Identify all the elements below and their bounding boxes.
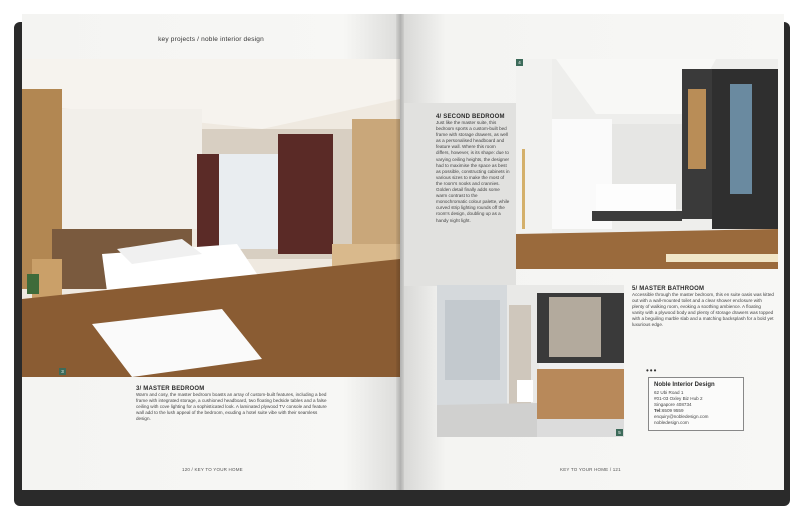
caption-body: Accessible through the master bedroom, this en suite oasis was kitted out with a wall-mounted toilet and a clear shower enclosure with plenty of walking room, evoking a soothing ambience. A floating vanity with a plywood body and plenty of storage drawers was topped with a beguiling marble slab and a matching backsplash for a bold yet luxurious edge. <box>632 292 774 328</box>
contact-name: Noble Interior Design <box>654 382 715 388</box>
caption-title: 5/ MASTER BATHROOM <box>632 286 705 292</box>
bathroom-photo <box>437 285 624 437</box>
caption-body: Just like the master suite, this bedroom sports a custom-built bed frame with storage drawers, as well as a personalised headboard and feature wall. Where this room differs, however, is its shape: due to varying ceiling heights, the designer had to maximise the space as best as possible, constructing cabinets in various sizes to make the most of the room's nooks and crannies. Golden detail finally adds some warm contrast to the monochromatic colour palette, while curved strip lighting rounds off the room's design, doubling up as a handy night light. <box>436 120 510 223</box>
page-footer-right: KEY TO YOUR HOME / 121 <box>560 467 621 472</box>
photo-tag-4: 4 <box>516 59 523 66</box>
contact-card <box>648 377 744 431</box>
decorative-dots: ••• <box>646 366 658 375</box>
second-bedroom-photo <box>516 59 778 269</box>
caption-body: Warm and cosy, the master bedroom boasts an array of custom-built features, including a bed frame with integrated storage, a cushioned headboard, two floating bedside tables and a false ceiling with cove lighting for a sophisticated look. A laminated plywood TV console and feature wall add to the lush appeal of the bedroom, exuding a hotel suite vibe with their seamless design. <box>136 392 327 422</box>
photo-tag-5: 5 <box>616 429 623 436</box>
caption-title: 3/ MASTER BEDROOM <box>136 386 205 392</box>
master-bedroom-photo <box>22 59 400 377</box>
contact-phone: Tel:6509 9559 <box>654 408 684 413</box>
master-bedroom-caption <box>136 386 328 422</box>
right-page <box>400 14 784 490</box>
second-bedroom-illustration <box>516 59 778 269</box>
photo-tag-3: 3 <box>59 368 66 375</box>
caption-title: 4/ SECOND BEDROOM <box>436 114 505 120</box>
bathroom-illustration <box>437 285 624 437</box>
contact-website[interactable]: nobledesign.com <box>654 420 689 425</box>
contact-address-3: Singapore 408734 <box>654 402 692 407</box>
left-page <box>22 14 400 490</box>
master-bathroom-caption <box>632 286 774 329</box>
contact-address-2: #01-03 Oxley Biz Hub 2 <box>654 396 703 401</box>
second-bedroom-caption <box>436 114 510 224</box>
page-header: key projects / noble interior design <box>158 36 264 43</box>
master-bedroom-illustration <box>22 59 400 377</box>
spine-shadow <box>396 14 404 490</box>
contact-address-1: 62 Ubi Road 1 <box>654 390 684 395</box>
contact-email[interactable]: enquiry@nobledesign.com <box>654 414 709 419</box>
page-footer-left: 120 / KEY TO YOUR HOME <box>182 467 243 472</box>
